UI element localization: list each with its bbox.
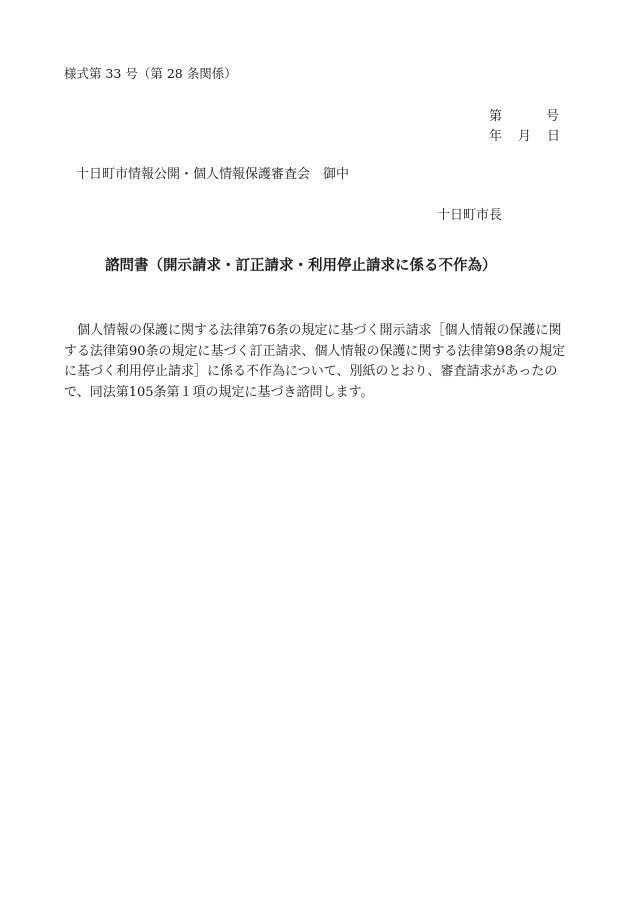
body-line: 個人情報の保護に関する法律第76条の規定に基づく開示請求［個人情報の保護に関 — [77, 323, 562, 338]
document-number-prefix: 第 — [489, 109, 503, 124]
addressee-name: 十日町市情報公開・個人情報保護審査会 — [76, 167, 311, 182]
sender: 十日町市長 — [437, 208, 503, 223]
body-line: する法律第90条の規定に基づく訂正請求、個人情報の保護に関する法律第98条の規定 — [64, 343, 566, 359]
body-paragraph — [64, 321, 572, 403]
document-title: 諮問書（開示請求・訂正請求・利用停止請求に係る不作為） — [105, 258, 497, 274]
date-month: 月 — [518, 129, 532, 144]
addressee — [76, 163, 349, 182]
body-line: で、同法第105条第１項の規定に基づき諮問します。 — [64, 384, 374, 400]
document-date-row — [489, 127, 559, 147]
document-number-suffix: 号 — [545, 109, 559, 124]
addressee-honorific: 御中 — [323, 167, 350, 182]
date-year: 年 — [489, 129, 503, 144]
date-day: 日 — [547, 129, 561, 144]
document-number-row — [489, 107, 559, 127]
document-number-block — [489, 107, 559, 147]
body-line: に基づく利用停止請求］に係る不作為について、別紙のとおり、審査請求があったの — [64, 364, 558, 379]
form-number: 様式第 33 号（第 28 条関係） — [64, 66, 237, 81]
